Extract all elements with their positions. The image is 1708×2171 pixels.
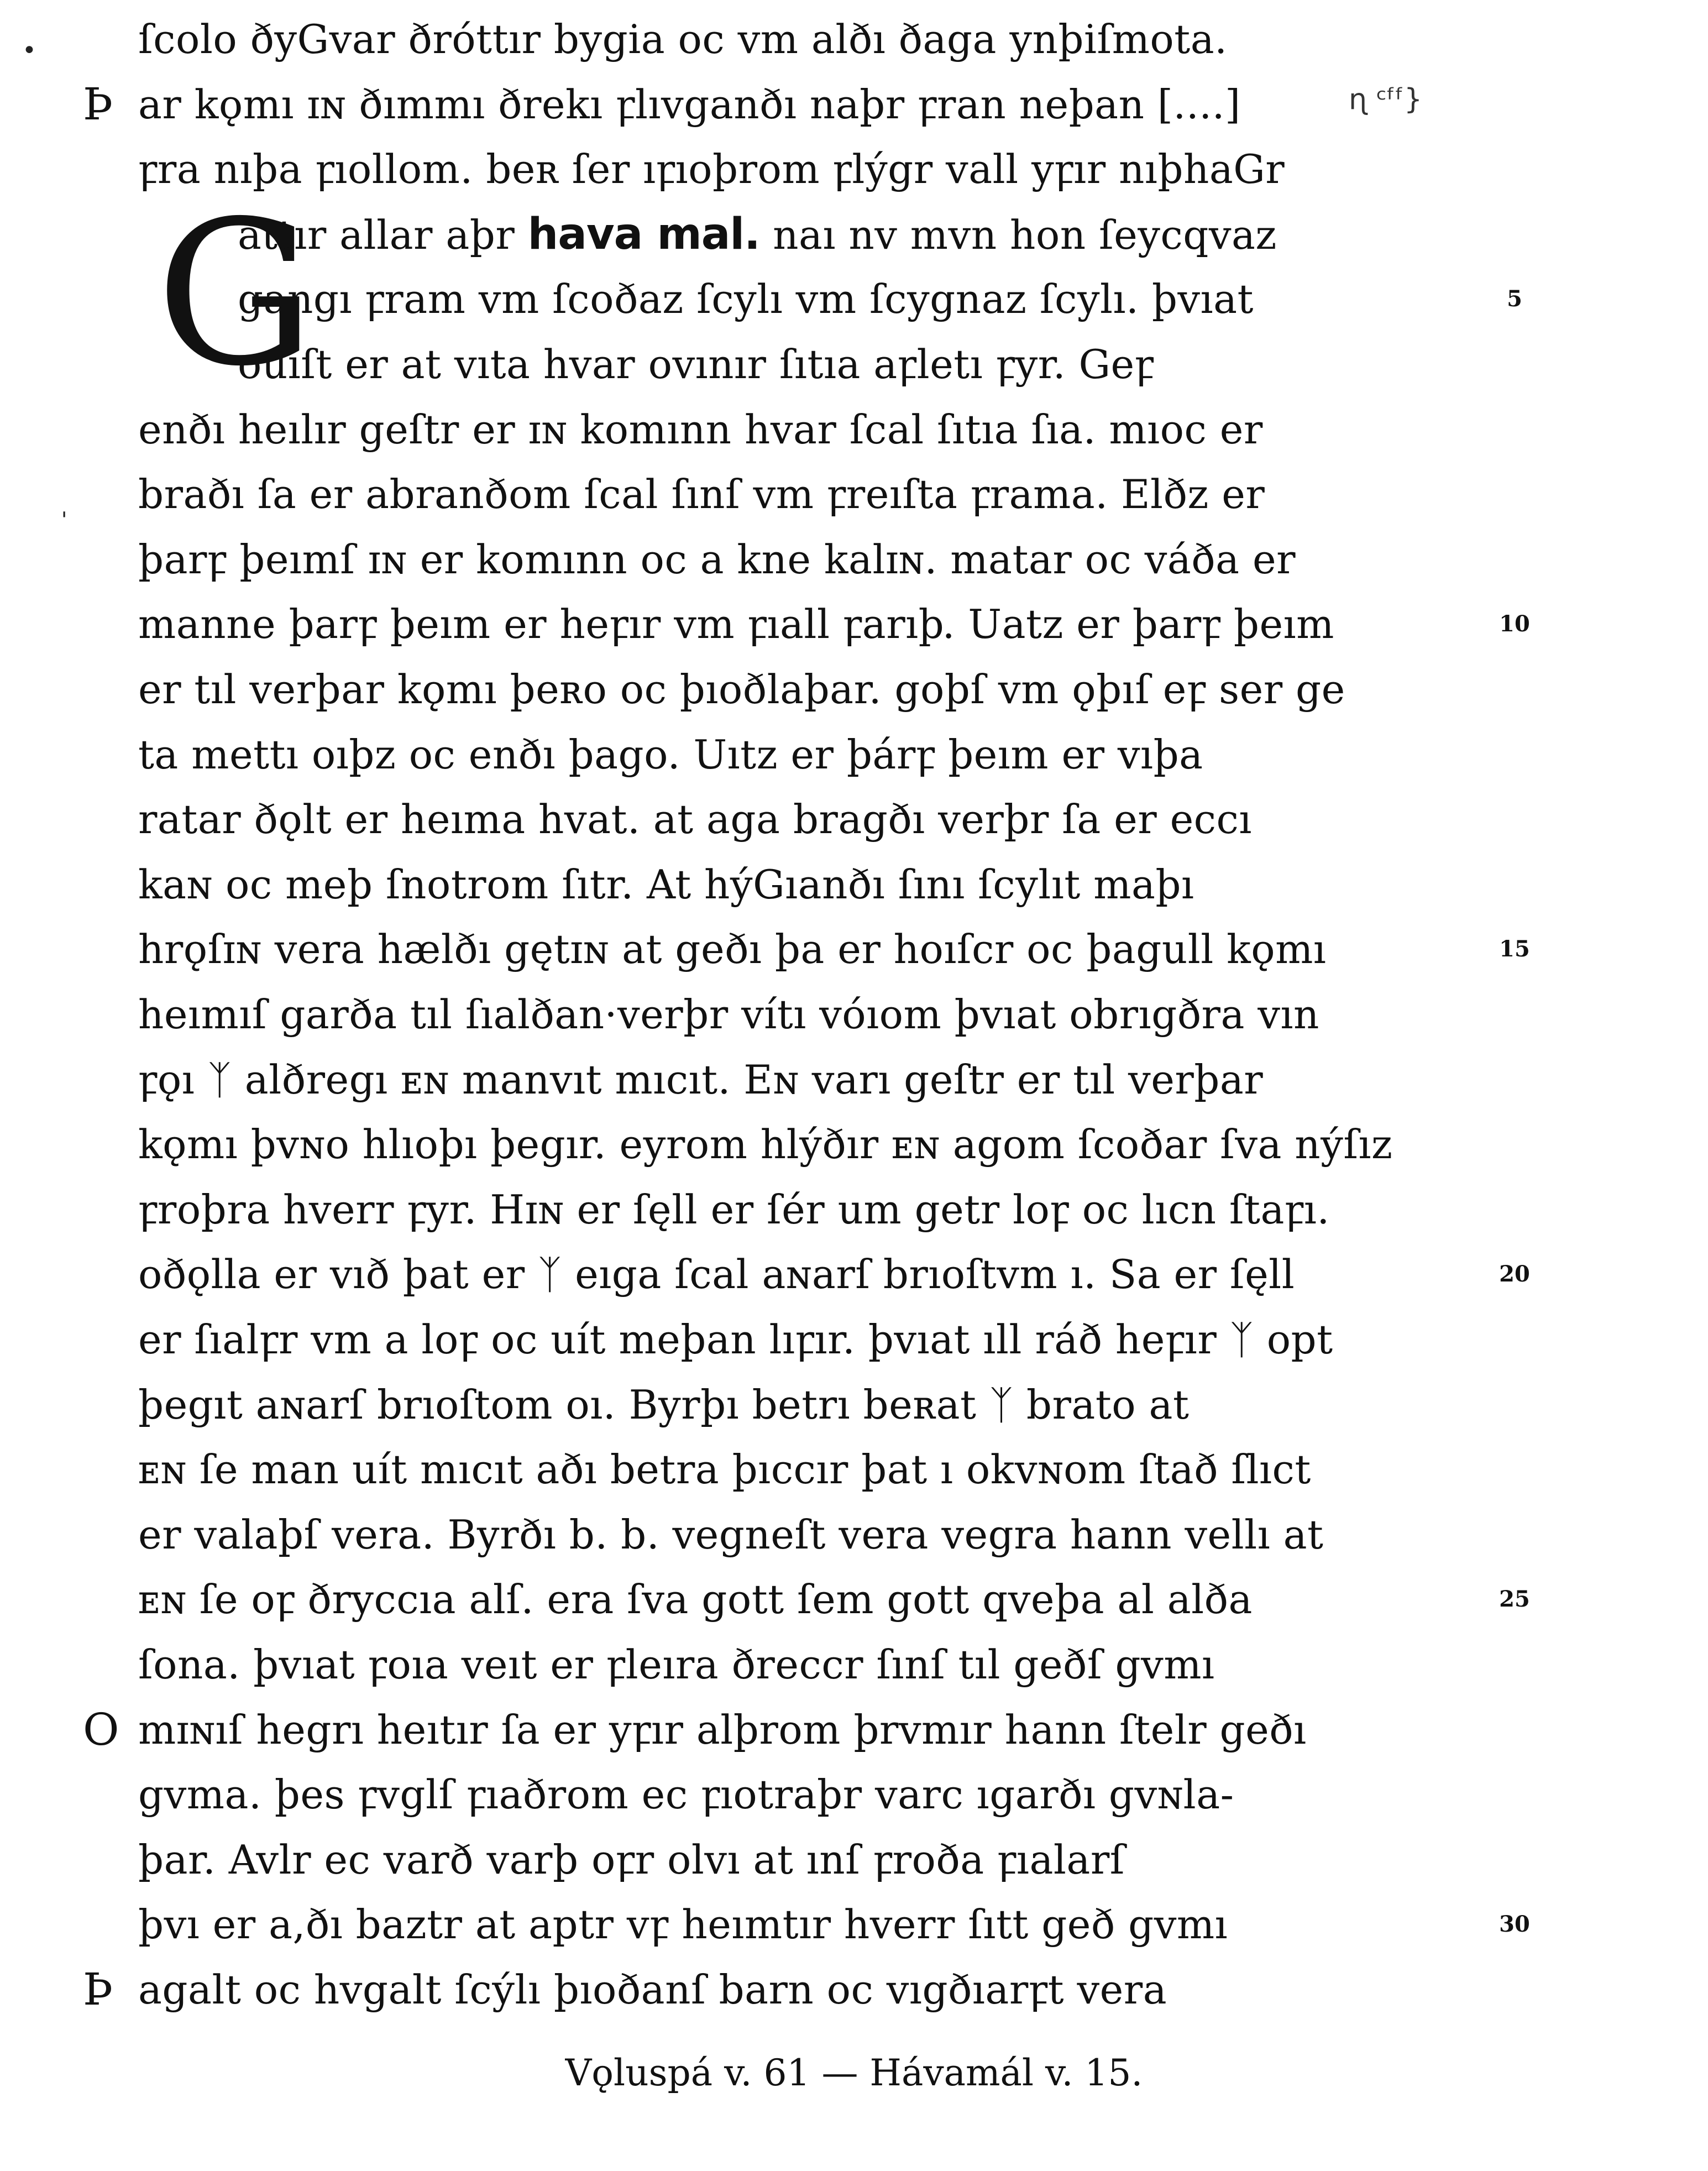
text-line: ſcolo ðyGvar ðróttır bygia oc vm alðı ðaga ynþiſmota. — [138, 16, 1228, 62]
text-line: ꝼra nıþa ꝼıollom. beʀ ſer ıꝼıoþrom ꝼlýgr vall yꝼır nıþhaGr — [138, 146, 1285, 193]
text-line: ouıſt er at vıta hvar ovınır ſıtıa aꝼletı ꝼyr. Geꝼ — [238, 341, 1154, 388]
line-text: naı nv mvn hon ſeycqvaz — [773, 211, 1277, 258]
text-line: kǫmı þvɴo hlıoþı þegır. eyrom hlýðır ᴇɴ agom ſcoðar ſva nýſız — [138, 1121, 1393, 1168]
text-line: kaɴ oc meþ ſnotrom ſıtr. At hýGıanðı ſını ſcylıt maþı — [138, 861, 1194, 908]
text-line: hrǫſɪɴ vera hælðı gętɪɴ at geðı þa er hoıſcr oc þagull kǫmı — [138, 926, 1327, 973]
line-number: 30 — [1499, 1911, 1530, 1938]
text-line: þarꝼ þeımſ ɪɴ er komınn oc a kne kalɪɴ. matar oc váða er — [138, 536, 1296, 583]
line-number: 15 — [1499, 936, 1530, 962]
text-line: er valaþſ vera. Byrðı b. b. vegneſt vera vegra hann vellı at — [138, 1511, 1324, 1558]
line-number: 10 — [1499, 611, 1530, 637]
page-footer: Vǫluspá v. 61 — Hávamál v. 15. — [565, 2052, 1143, 2094]
text-line: ratar ðǫlt er heıma hvat. at aga bragðı verþr ſa er eccı — [138, 796, 1252, 843]
text-line: agalt oc hvgalt ſcýlı þıoðanſ barn oc vıgðıarꝼt vera — [138, 1966, 1167, 2013]
line-initial: O — [83, 1703, 119, 1755]
text-line: manne þarꝼ þeım er heꝼır vm ꝼıall ꝼarıþ. Uatz er þarꝼ þeım — [138, 601, 1334, 648]
text-line: heımıſ garða tıl ſıalðan·verþr vítı vóıom þvıat obrıgðra vın — [138, 991, 1319, 1038]
text-line: ᴇɴ ſe man uít mıcıt aðı betra þıccır þat ı okvɴom ſtað ſlıct — [138, 1446, 1311, 1493]
text-line: gangı ꝼram vm ſcoðaz ſcylı vm ſcygnaz ſcylı. þvıat — [238, 276, 1254, 323]
line-number: 20 — [1499, 1261, 1530, 1288]
line-number: 5 — [1507, 286, 1522, 312]
text-line: er ſıalꝼr vm a loꝼ oc uít meþan lıꝼır. þvıat ıll ráð heꝼır ᛉ opt — [138, 1316, 1333, 1363]
line-initial: Þ — [83, 78, 113, 130]
line-number: 25 — [1499, 1586, 1530, 1613]
line-initial: Þ — [83, 1964, 113, 2015]
text-line: ar kǫmı ɪɴ ðımmı ðrekı ꝼlıvganðı naþr ꝼran neþan [....] — [138, 81, 1241, 128]
text-line: enðı heılır geſtr er ɪɴ komınn hvar ſcal ſıtıa ſıa. mıoc er — [138, 406, 1263, 453]
text-line: oðǫlla er vıð þat er ᛉ eıga ſcal aɴarſ brıoſtvm ı. Sa er ſęll — [138, 1251, 1295, 1298]
text-line: ᴇɴ ſe oꝼ ðryccıa alſ. era ſva gott ſem gott qveþa al alða — [138, 1576, 1253, 1623]
text-line: ta mettı oıþz oc enðı þago. Uıtz er þárꝼ þeım er vıþa — [138, 731, 1203, 778]
text-line: ꝼǫı ᛉ alðregı ᴇɴ manvıt mıcıt. Eɴ varı geſtr er tıl verþar — [138, 1056, 1264, 1103]
drop-cap-initial: G — [156, 178, 315, 410]
text-line: ſona. þvıat ꝼoıa veıt er ꝼleıra ðreccr ſınſ tıl geðſ gvmı — [138, 1641, 1215, 1688]
margin-dot-mark: • — [22, 36, 36, 65]
text-line: ꝼroþra hverr ꝼyr. Hɪɴ er ſęll er ſér um getr loꝼ oc lıcn ſtaꝼı. — [138, 1186, 1330, 1233]
line-text: attır allar aþr — [238, 211, 515, 258]
text-line: þar. Avlr ec varð varþ oꝼr olvı at ınſ ꝼroða ꝼıalarſ — [138, 1836, 1125, 1883]
text-line: þegıt aɴarſ brıoſtom oı. Byrþı betrı beʀat ᛉ brato at — [138, 1381, 1190, 1428]
text-line: er tıl verþar kǫmı þeʀo oc þıoðlaþar. goþſ vm ǫþıſ eꝼ ser ge — [138, 666, 1345, 713]
text-line: þvı er a,ðı baztr at aptr vꝼ heımtır hverr ſıtt geð gvmı — [138, 1901, 1228, 1948]
text-line: mɪɴıſ hegrı heıtır ſa er yꝼır alþrom þrvmır hann ſtelr geðı — [138, 1706, 1307, 1753]
handwritten-annotation: ɳ ᶜᶠᶠ} — [1349, 83, 1423, 116]
margin-tick-mark: ˌ — [61, 492, 68, 520]
text-line: braðı ſa er abranðom ſcal ſınſ vm ꝼreıſta ꝼrama. Elðz er — [138, 471, 1265, 518]
section-heading: hava mal. — [527, 209, 760, 259]
text-line: gvma. þes ꝼvglſ ꝼıaðrom ec ꝼıotraþr varc ıgarðı gvɴla- — [138, 1771, 1234, 1818]
text-line — [238, 202, 1609, 267]
